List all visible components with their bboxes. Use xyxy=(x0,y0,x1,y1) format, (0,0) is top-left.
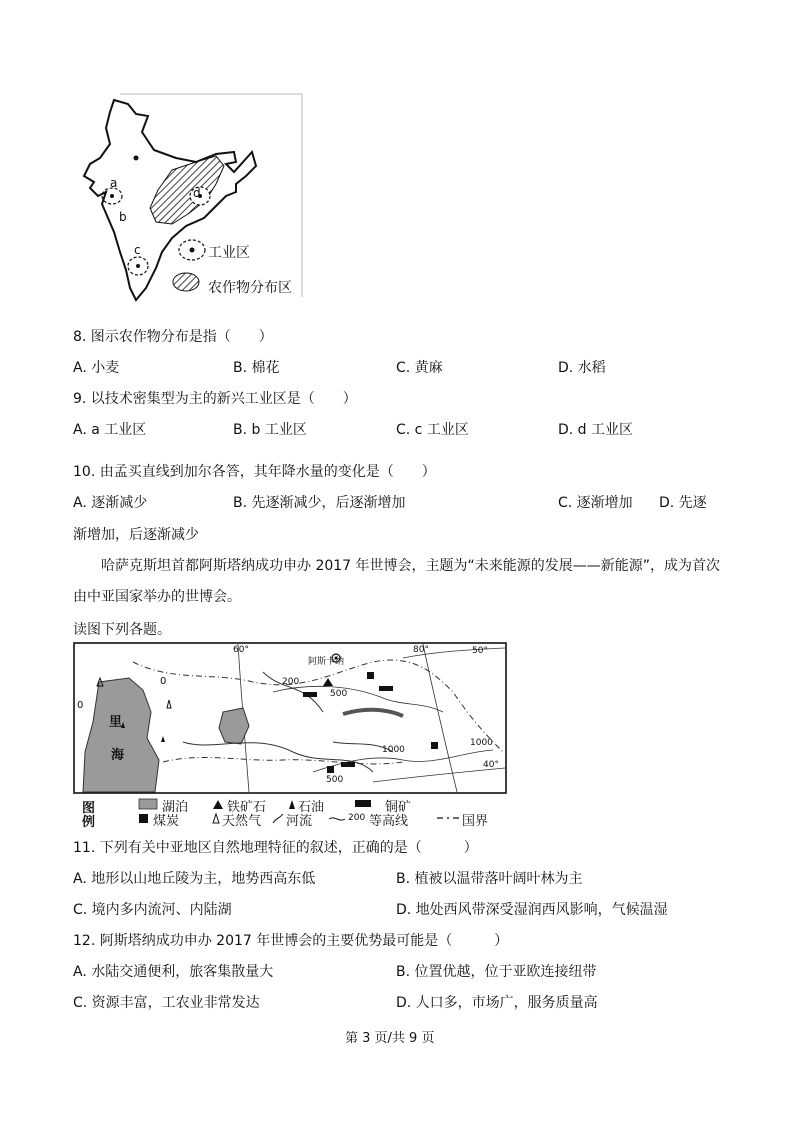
q8-option-a[interactable]: A. 小麦 xyxy=(73,360,120,376)
india-map xyxy=(76,92,306,307)
question-10-stem: 10. 由孟买直线到加尔各答，其年降水量的变化是（ ） xyxy=(73,464,436,480)
passage-instruction: 读图下列各题。 xyxy=(73,622,171,638)
q11-option-a[interactable]: A. 地形以山地丘陵为主，地势西高东低 xyxy=(73,871,316,887)
crop-area xyxy=(150,156,224,224)
legend-lake-label: 湖泊 xyxy=(162,800,189,815)
legend-border-label: 国界 xyxy=(462,814,489,829)
q8-option-c[interactable]: C. 黄麻 xyxy=(396,360,443,376)
label-caspian-2: 海 xyxy=(111,748,125,763)
q11-option-c[interactable]: C. 境内多内流河、内陆湖 xyxy=(73,902,232,918)
legend-title-1: 图 xyxy=(82,801,96,816)
copper-symbol-3 xyxy=(341,762,355,767)
label-contour-200: 200 xyxy=(282,677,300,687)
legend-gas-label: 天然气 xyxy=(222,814,262,829)
legend-gas-icon xyxy=(213,814,219,823)
page-number: 第 3 页/共 9 页 xyxy=(345,1031,435,1046)
legend-contour-label: 等高线 xyxy=(369,814,409,829)
q10-option-d-continued[interactable]: 渐增加，后逐渐减少 xyxy=(73,527,199,543)
label-caspian-1: 里 xyxy=(109,715,123,730)
label-zero-2: 0 xyxy=(77,700,84,711)
label-lon-80: 80° xyxy=(413,645,429,655)
label-zero-1: 0 xyxy=(160,676,167,687)
question-11-stem: 11. 下列有关中亚地区自然地理特征的叙述，正确的是（ ） xyxy=(73,840,478,856)
q10-option-b[interactable]: B. 先逐渐减少，后逐渐增加 xyxy=(233,495,406,511)
q9-option-c[interactable]: C. c 工业区 xyxy=(396,422,469,438)
legend-lake-icon xyxy=(139,799,157,809)
q8-option-b[interactable]: B. 棉花 xyxy=(233,360,280,376)
label-contour-1000b: 1000 xyxy=(470,738,493,748)
question-8-stem: 8. 图示农作物分布是指（ ） xyxy=(73,329,273,345)
q10-option-a[interactable]: A. 逐渐减少 xyxy=(73,495,148,511)
legend-copper-label: 铜矿 xyxy=(385,800,412,815)
legend-industrial-label: 工业区 xyxy=(208,245,250,261)
legend-iron-icon xyxy=(213,800,223,809)
q9-option-b[interactable]: B. b 工业区 xyxy=(233,422,307,438)
question-9-stem: 9. 以技术密集型为主的新兴工业区是（ ） xyxy=(73,391,357,407)
q11-option-b[interactable]: B. 植被以温带落叶阔叶林为主 xyxy=(396,871,583,887)
q11-option-d[interactable]: D. 地处西风带深受湿润西风影响，气候温湿 xyxy=(396,902,668,918)
label-lat-50: 50° xyxy=(472,646,488,656)
legend-crop-label: 农作物分布区 xyxy=(208,280,292,296)
legend-crop-icon xyxy=(173,273,199,291)
legend-copper-icon xyxy=(355,800,371,807)
q12-option-b[interactable]: B. 位置优越，位于亚欧连接纽带 xyxy=(396,964,597,980)
question-12-stem: 12. 阿斯塔纳成功申办 2017 年世博会的主要优势最可能是（ ） xyxy=(73,933,509,949)
legend-oil-label: 石油 xyxy=(298,800,325,815)
copper-symbol-1 xyxy=(303,692,317,697)
legend-title-2: 例 xyxy=(82,815,96,830)
copper-symbol-2 xyxy=(379,686,393,691)
label-contour-500a: 500 xyxy=(330,689,348,699)
legend-oil-icon xyxy=(289,800,295,809)
point-label-b: b xyxy=(119,210,127,224)
label-contour-500b: 500 xyxy=(326,775,344,785)
point-label-c: c xyxy=(134,243,141,257)
q9-option-d[interactable]: D. d 工业区 xyxy=(558,422,634,438)
legend-iron-label: 铁矿石 xyxy=(227,800,267,815)
legend-river-label: 河流 xyxy=(286,814,313,829)
passage-line-1: 哈萨克斯坦首都阿斯塔纳成功申办 2017 年世博会，主题为“未来能源的发展——新能源”，成为首次 xyxy=(101,558,721,574)
legend-coal-icon xyxy=(139,814,148,823)
q12-option-a[interactable]: A. 水陆交通便利，旅客集散量大 xyxy=(73,964,274,980)
q10-option-d[interactable]: D. 先逐 xyxy=(659,495,707,511)
label-lon-60: 60° xyxy=(233,645,249,655)
point-label-d: d xyxy=(193,186,201,200)
legend-coal-label: 煤炭 xyxy=(153,814,180,829)
label-astana: 阿斯卡纳 xyxy=(308,657,345,667)
central-asia-map xyxy=(73,642,507,824)
legend-river-icon xyxy=(273,814,283,823)
point-label-a: a xyxy=(110,176,118,190)
q12-option-d[interactable]: D. 人口多，市场广，服务质量高 xyxy=(396,995,598,1011)
q9-option-a[interactable]: A. a 工业区 xyxy=(73,422,147,438)
coal-symbol-3 xyxy=(327,766,334,773)
coal-symbol-1 xyxy=(367,672,374,679)
passage-line-2: 由中亚国家举办的世博会。 xyxy=(73,589,241,605)
coal-symbol-2 xyxy=(431,742,438,749)
q8-option-d[interactable]: D. 水稻 xyxy=(558,360,606,376)
label-lat-40: 40° xyxy=(483,760,499,770)
label-contour-1000a: 1000 xyxy=(382,745,405,755)
q10-option-c[interactable]: C. 逐渐增加 xyxy=(558,495,633,511)
q12-option-c[interactable]: C. 资源丰富，工农业非常发达 xyxy=(73,995,260,1011)
legend-contour-number: 200 xyxy=(348,813,366,823)
legend-contour-icon xyxy=(329,818,345,820)
